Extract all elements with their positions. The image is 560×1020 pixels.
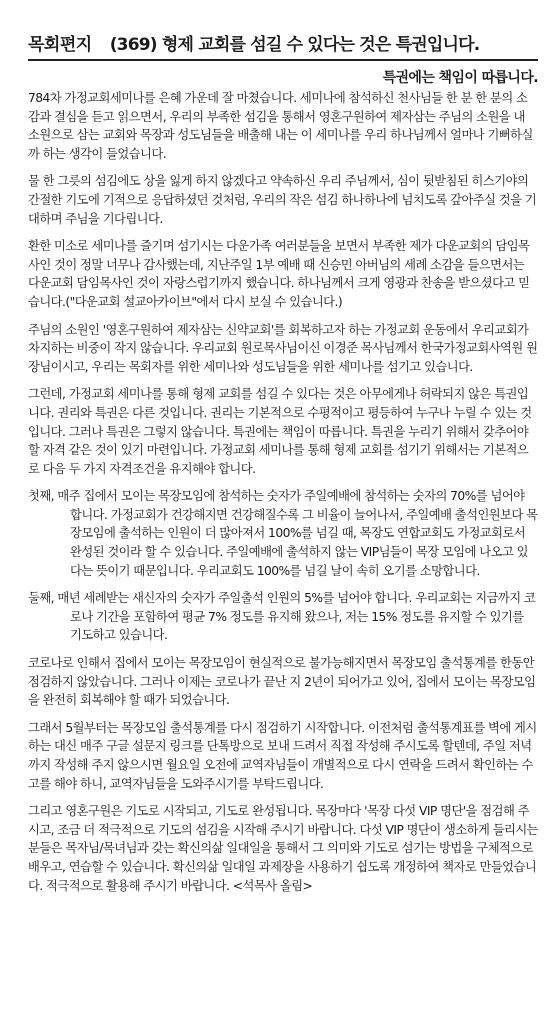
condition-second: 둘째, 매년 세례받는 새신자의 숫자가 주일출석 인원의 5%를 넘어야 합니다. 우리교회는 지금까지 코로나 기간을 포함하여 평균 7% 정도를 유지해 왔으나, 저는 15% 정도를 유지할 수 있기를 기도하고 있습니다.: [28, 591, 536, 643]
paragraph-seminar-thanks: 784차 가정교회세미나를 은혜 가운데 잘 마쳤습니다. 세미나에 참석하신 천사님들 한 분 한 분의 소감과 결심을 듣고 읽으면서, 우리의 부족한 섬김을 통해서 영혼구원하여 제자삼는 주님의 소원을 내 소원으로 삼는 교회와 목장과 성도님들을 배출해 내는 이 세미나를 우리 하나님께서 얼마나 기뻐하실까 하는 생각이 들었습니다.: [28, 91, 533, 161]
paragraph-prayer: 그리고 영혼구원은 기도로 시작되고, 기도로 완성됩니다. 목장마다 '목장 다섯 VIP 명단'을 점검해 주시고, 조금 더 적극적으로 기도의 섬김을 시작해 주시기 바랍니다. 다섯 VIP 명단이 생소하게 들리시는 분들은 목자님/목녀님과 갖는 확신의삶 일대일을 통해서 그 의미와 기도로 섬기는 방법을 구체적으로 배우고, 연습할 수 있습니다. 확신의삶 일대일 과제장을 사용하기 쉽도록 개정하여 책자로 만들었습니다. 적극적으로 활용해 주시기 바랍니다. <석목사 올림>: [28, 804, 539, 893]
paragraph-covid: 코로나로 인해서 집에서 모이는 목장모임이 현실적으로 불가능해지면서 목장모임 출석통계를 한동안 점검하지 않았습니다. 그러나 이제는 코로나가 끝난 지 2년이 되어가고 있어, 집에서 모이는 목장모임을 완전히 회복해야 할 때가 되었습니다.: [28, 656, 536, 708]
paragraph-privilege: 그런데, 가정교회 세미나를 통해 형제 교회를 섬길 수 있다는 것은 아무에게나 허락되지 않은 특권입니다. 권리와 특권은 다른 것입니다. 권리는 기본적으로 수평적이고 평등하여 누구나 누릴 수 있는 것입니다. 그러나 특권은 그렇지 않습니다. 특권에는 책임이 따릅니다. 특권을 누리기 위해서 갖추어야 할 자격 같은 것이 있기 마련입니다. 가정교회 세미나를 통해 형제 교회를 섬기기 위해서는 기본적으로 다음 두 가지 자격조건을 유지해야 합니다.: [28, 387, 532, 476]
column-label: 목회편지: [28, 35, 92, 55]
paragraph-reward: 물 한 그릇의 섬김에도 상을 잃게 하지 않겠다고 약속하신 우리 주님께서, 심이 뒷받침된 히스기야의 간절한 기도에 기적으로 응답하셨던 것처럼, 우리의 작은 섬김 하나하나에 넘치도록 갚아주실 것을 기대하며 주님을 기다립니다.: [28, 174, 537, 226]
paragraph-church-role: 주님의 소원인 '영혼구원하여 제자삼는 신약교회'를 회복하고자 하는 가정교회 운동에서 우리교회가 차지하는 비중이 작지 않습니다. 우리교회 원로목사님이신 이경준 목사님께서 한국가정교회사역원 원장님이시고, 우리는 목회자를 위한 세미나와 성도님들을 위한 세미나를 섬기고 있습니다.: [28, 322, 538, 374]
paragraph-gratitude: 환한 미소로 세미나를 즐기며 섬기시는 다운가족 여러분들을 보면서 부족한 제가 다운교회의 담임목사인 것이 정말 너무나 감사했는데, 지난주일 1부 예배 때 신승민 아버님의 세례 소감을 들으면서는 다운교회 담임목사인 것이 자랑스럽기까지 했습니다. 하나님께서 크게 영광과 찬송을 받으셨다고 믿습니다.("다운교회 설교아카이브"에서 다시 보실 수 있습니다.): [28, 239, 530, 309]
letter-subtitle: 특권에는 책임이 따릅니다.: [382, 70, 538, 86]
letter-title: (369) 형제 교회를 섬길 수 있다는 것은 특권입니다.: [109, 35, 480, 55]
header-rule: [28, 59, 538, 61]
condition-first: 첫째, 매주 집에서 모이는 목장모임에 참석하는 숫자가 주일예배에 참석하는 숫자의 70%를 넘어야 합니다. 가정교회가 건강해지면 건강해질수록 그 비율이 늘어나서, 주일예배 출석인원보다 목장모임에 출석하는 인원이 더 많아져서 100%를 넘길 때, 목장도 연합교회도 가정교회로서 완성된 것이라 할 수 있습니다. 주일예배에 출석하지 않는 VIP님들이 목장 모임에 나오고 있다는 뜻이기 때문입니다. 우리교회도 100%를 넘길 날이 속히 오기를 소망합니다.: [28, 489, 538, 578]
letter-body: [28, 89, 538, 895]
letter-header: [28, 30, 538, 55]
paragraph-attendance: 그래서 5월부터는 목장모임 출석통계를 다시 점검하기 시작합니다. 이전처럼 출석통계표를 벽에 게시하는 대신 매주 구글 설문지 링크를 단톡방으로 보내 드려서 직접 작성해 주시도록 할텐데, 주일 저녁까지 작성해 주지 않으시면 월요일 오전에 교역자님들이 개별적으로 다시 연락을 드려서 확인하는 수고를 해야 하니, 교역자님들을 도와주시기를 부탁드립니다.: [28, 720, 537, 791]
